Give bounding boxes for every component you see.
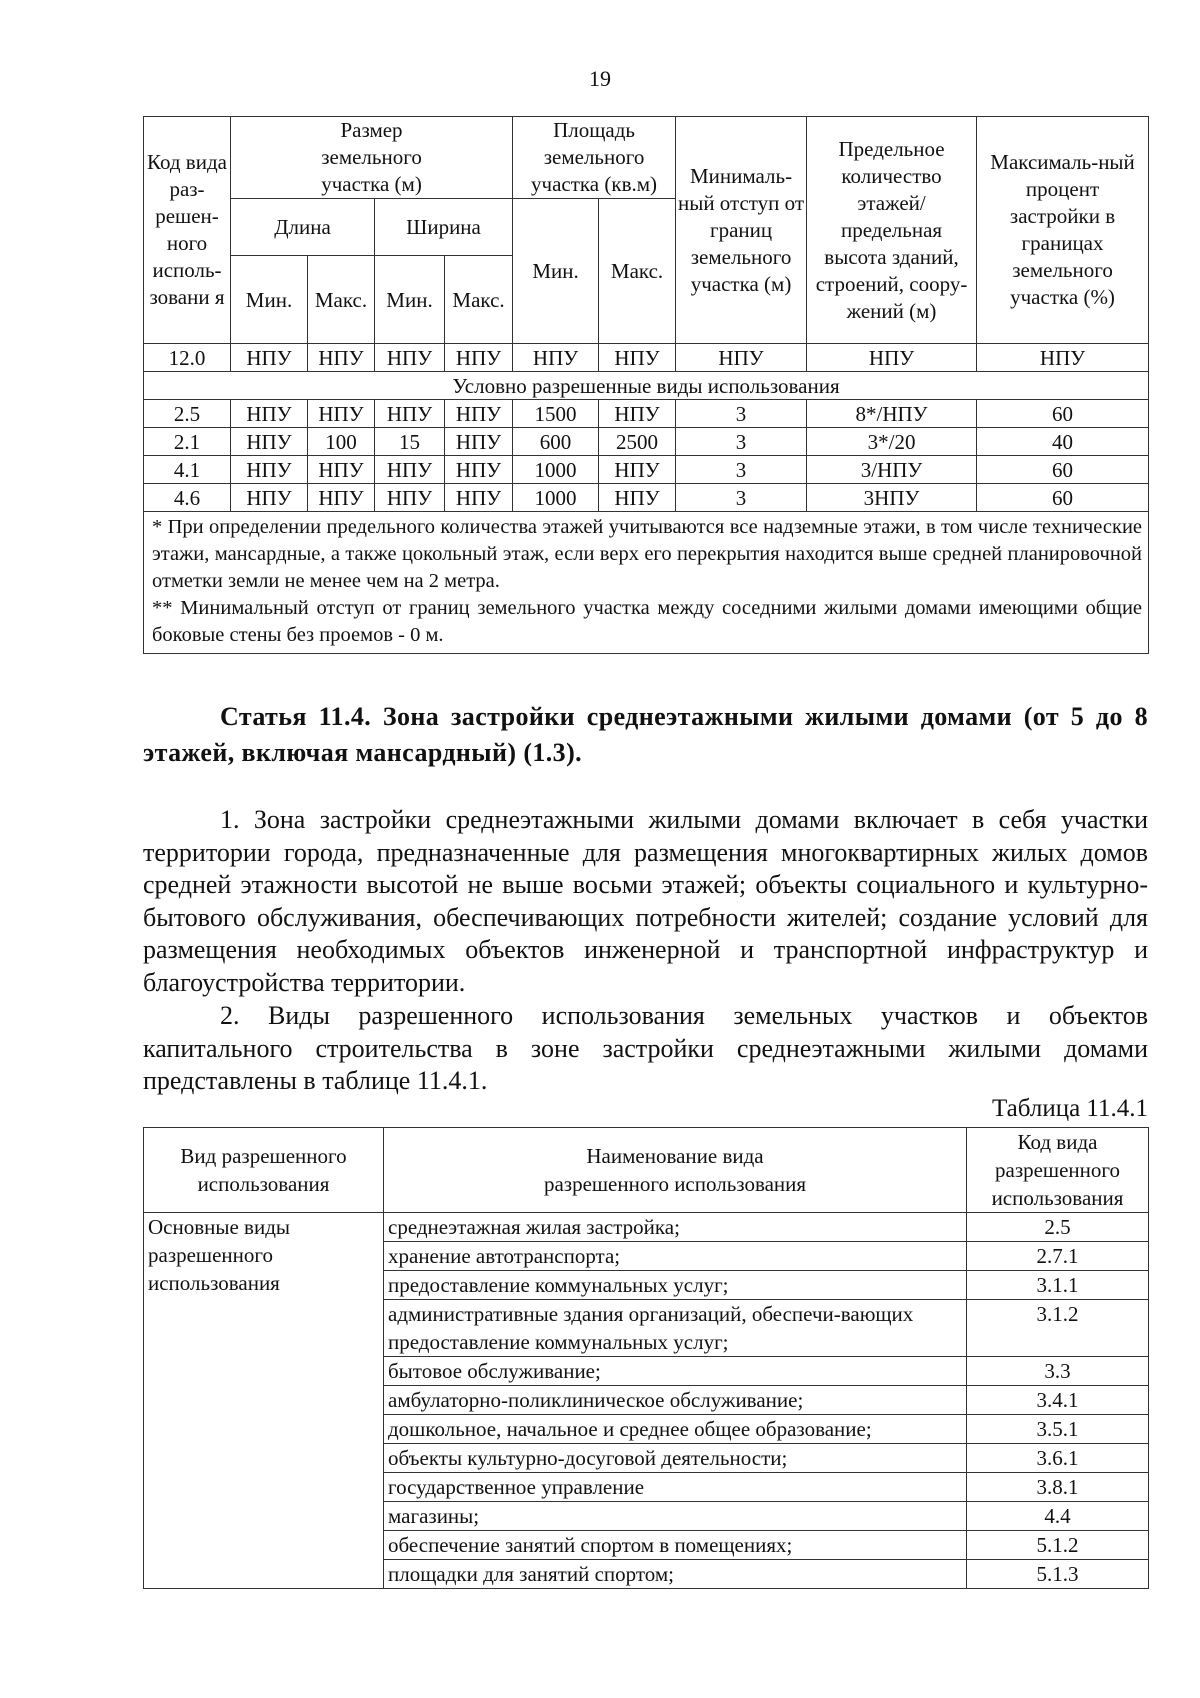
table-cell: 8*/НПУ xyxy=(807,400,977,428)
header-length-max: Макс. xyxy=(308,256,375,344)
table-cell: 15 xyxy=(375,428,445,456)
main-cell: НПУ xyxy=(445,344,513,372)
table-cell: 4.6 xyxy=(144,484,231,512)
use-code: 3.6.1 xyxy=(967,1444,1149,1473)
use-code: 4.4 xyxy=(967,1502,1149,1531)
parameters-table xyxy=(143,116,1149,654)
table-cell: 3 xyxy=(676,400,807,428)
main-cell: НПУ xyxy=(513,344,599,372)
main-cell: НПУ xyxy=(308,344,375,372)
note-floors: * При определении предельного количества этажей учитываются все надземные этажи, в том числе технические этажи, мансардные, а также цокольный этаж, если верх его перекрытия находится выше средней планировочной отметки земли не менее чем на 2 метра. xyxy=(152,516,1143,592)
use-name: обеспечение занятий спортом в помещениях; xyxy=(384,1531,967,1560)
table-cell: НПУ xyxy=(445,400,513,428)
use-code: 3.1.2 xyxy=(967,1300,1149,1357)
table-cell: 60 xyxy=(977,400,1149,428)
use-code: 3.1.1 xyxy=(967,1271,1149,1300)
table-cell: НПУ xyxy=(375,484,445,512)
table-cell: НПУ xyxy=(231,428,308,456)
table-cell: 1000 xyxy=(513,456,599,484)
table-cell: 3 xyxy=(676,484,807,512)
table-cell: НПУ xyxy=(599,456,676,484)
table-cell: 3/НПУ xyxy=(807,456,977,484)
header-floors: Предельное количество этажей/ предельная высота зданий, строений, соору-жений (м) xyxy=(807,117,977,344)
table-cell: НПУ xyxy=(231,400,308,428)
header-use-code: Код вида разрешенного использования xyxy=(967,1128,1149,1213)
table-cell: НПУ xyxy=(599,400,676,428)
use-code: 3.3 xyxy=(967,1357,1149,1386)
table-cell: 3 xyxy=(676,428,807,456)
table-cell: НПУ xyxy=(445,428,513,456)
header-width: Ширина xyxy=(375,199,513,256)
table-cell: 60 xyxy=(977,484,1149,512)
table-cell: 4.1 xyxy=(144,456,231,484)
use-code: 3.8.1 xyxy=(967,1473,1149,1502)
table-cell: 1500 xyxy=(513,400,599,428)
use-code: 2.7.1 xyxy=(967,1242,1149,1271)
table-cell: НПУ xyxy=(445,484,513,512)
table-caption: Таблица 11.4.1 xyxy=(992,1095,1148,1122)
header-length-min: Мин. xyxy=(231,256,308,344)
main-cell: НПУ xyxy=(599,344,676,372)
table-cell: НПУ xyxy=(308,456,375,484)
note-setback: ** Минимальный отступ от границ земельного участка между соседними жилыми домами имеющими общие боковые стены без проемов - 0 м. xyxy=(152,597,1143,646)
header-width-max: Макс. xyxy=(445,256,513,344)
header-width-min: Мин. xyxy=(375,256,445,344)
use-name: бытовое обслуживание; xyxy=(384,1357,967,1386)
category-cell: Основные виды разрешенного использования xyxy=(144,1213,384,1589)
table-cell: НПУ xyxy=(308,484,375,512)
use-name: хранение автотранспорта; xyxy=(384,1242,967,1271)
table-cell: 2.5 xyxy=(144,400,231,428)
table-cell: НПУ xyxy=(231,456,308,484)
main-cell: НПУ xyxy=(977,344,1149,372)
use-code: 5.1.3 xyxy=(967,1560,1149,1589)
paragraph-1: 1. Зона застройки среднеэтажными жилыми домами включает в себя участки территории города, предназначенные для размещения многоквартирных жилых домов средней этажности высотой не выше восьми этажей; объекты социального и культурно-бытового обслуживания, обеспечивающих потребности жителей; создание условий для размещения необходимых объектов инженерной и транспортной инфраструктур и благоустройства территории. xyxy=(143,805,1148,997)
header-use-name: Наименование вида разрешенного использования xyxy=(384,1128,967,1213)
main-cell: НПУ xyxy=(807,344,977,372)
table-cell: 2500 xyxy=(599,428,676,456)
header-area-min: Мин. xyxy=(513,199,599,344)
table-cell: НПУ xyxy=(375,456,445,484)
table-notes xyxy=(144,512,1149,654)
table-cell: НПУ xyxy=(308,400,375,428)
use-name: амбулаторно-поликлиническое обслуживание; xyxy=(384,1386,967,1415)
use-name: административные здания организаций, обеспечи-вающих предоставление коммунальных услуг; xyxy=(384,1300,967,1357)
use-name: государственное управление xyxy=(384,1473,967,1502)
table-cell: 3*/20 xyxy=(807,428,977,456)
table-cell: НПУ xyxy=(375,400,445,428)
use-code: 5.1.2 xyxy=(967,1531,1149,1560)
table-cell: 1000 xyxy=(513,484,599,512)
table-cell: 100 xyxy=(308,428,375,456)
header-use-type: Вид разрешенного использования xyxy=(144,1128,384,1213)
table-cell: 40 xyxy=(977,428,1149,456)
main-cell: НПУ xyxy=(231,344,308,372)
header-setback: Минималь-ный отступ от границ земельного участка (м) xyxy=(676,117,807,344)
use-name: предоставление коммунальных услуг; xyxy=(384,1271,967,1300)
main-cell: НПУ xyxy=(375,344,445,372)
table-cell: 2.1 xyxy=(144,428,231,456)
article-heading: Статья 11.4. Зона застройки среднеэтажными жилыми домами (от 5 до 8 этажей, включая мансардный) (1.3). xyxy=(143,702,1148,767)
table-cell: НПУ xyxy=(599,484,676,512)
use-code: 3.4.1 xyxy=(967,1386,1149,1415)
conditional-label: Условно разрешенные виды использования xyxy=(144,372,1149,400)
table-cell: 3НПУ xyxy=(807,484,977,512)
table-cell: НПУ xyxy=(445,456,513,484)
header-length: Длина xyxy=(231,199,375,256)
header-code: Код вида раз-решен-ного исполь-зовани я xyxy=(144,117,231,344)
use-name: объекты культурно-досуговой деятельности; xyxy=(384,1444,967,1473)
paragraph-2: 2. Виды разрешенного использования земельных участков и объектов капитального строительства в зоне застройки среднеэтажными жилыми домами представлены в таблице 11.4.1. xyxy=(143,1001,1148,1095)
use-name: площадки для занятий спортом; xyxy=(384,1560,967,1589)
table-cell: 3 xyxy=(676,456,807,484)
use-name: дошкольное, начальное и среднее общее образование; xyxy=(384,1415,967,1444)
table-cell: 60 xyxy=(977,456,1149,484)
use-code: 3.5.1 xyxy=(967,1415,1149,1444)
header-area-max: Макс. xyxy=(599,199,676,344)
use-name: магазины; xyxy=(384,1502,967,1531)
header-size: Размер земельного участка (м) xyxy=(231,117,513,199)
page-number: 19 xyxy=(589,66,611,91)
main-cell: НПУ xyxy=(676,344,807,372)
table-cell: НПУ xyxy=(231,484,308,512)
main-cell: 12.0 xyxy=(144,344,231,372)
header-coverage: Максималь-ный процент застройки в границах земельного участка (%) xyxy=(977,117,1149,344)
land-use-table xyxy=(143,1127,1149,1589)
use-code: 2.5 xyxy=(967,1213,1149,1242)
header-area: Площадь земельного участка (кв.м) xyxy=(513,117,676,199)
use-name: среднеэтажная жилая застройка; xyxy=(384,1213,967,1242)
table-cell: 600 xyxy=(513,428,599,456)
